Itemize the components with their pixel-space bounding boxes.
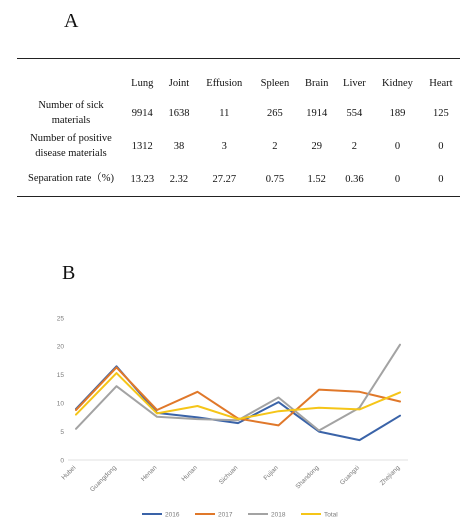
table-cell: 29: [311, 141, 322, 152]
legend-label: 2018: [271, 511, 286, 519]
table-cell: 1638: [168, 108, 190, 119]
legend-label: 2017: [218, 511, 233, 519]
x-tick-label: Guangxi: [338, 464, 361, 487]
table-cell: 9914: [131, 108, 153, 119]
results-table: [17, 58, 460, 197]
table-cell: 0.75: [265, 174, 285, 185]
panel-label-b: B: [62, 262, 76, 284]
y-tick-label: 5: [60, 428, 64, 436]
panel-label-a: A: [64, 10, 79, 32]
table-cell: 554: [346, 108, 363, 119]
table-cell: 3: [221, 141, 227, 152]
table-header-cell: Liver: [343, 77, 366, 89]
x-tick-label: Guangdong: [88, 464, 118, 494]
table-cell: 0: [394, 174, 401, 185]
table-cell: 0: [438, 174, 444, 185]
table-row: [17, 130, 460, 163]
table-cell: 1914: [306, 108, 328, 119]
table-header-row: [17, 59, 460, 98]
table-header-cell: Joint: [168, 77, 190, 89]
y-tick-label: 0: [60, 457, 64, 465]
table-cell: 125: [433, 108, 449, 119]
table-cell: 265: [267, 108, 283, 119]
x-tick-label: Shandong: [294, 464, 321, 491]
table-cell: 0: [438, 141, 444, 152]
table-cell: 189: [389, 108, 406, 119]
table-cell: 1.52: [307, 174, 326, 185]
x-tick-label: Sichuan: [217, 464, 240, 487]
table-row-label: Separation rate（%): [27, 173, 114, 185]
table-header-cell: Lung: [131, 77, 154, 89]
table-header-cell: Spleen: [260, 77, 290, 89]
y-tick-label: 15: [56, 372, 64, 380]
line-chart: [0, 300, 472, 532]
x-tick-label: Hunan: [180, 464, 199, 483]
table-header-cell: Kidney: [381, 77, 413, 89]
table-cell: 0: [394, 141, 401, 152]
y-tick-label: 10: [56, 400, 64, 408]
table-row-label: Number of positive disease materials: [30, 133, 112, 159]
x-tick-label: Henan: [139, 464, 159, 483]
x-tick-label: Fujian: [262, 464, 280, 482]
table-cell: 2: [351, 141, 358, 152]
table-header-cell: Brain: [305, 77, 329, 89]
y-tick-label: 25: [56, 315, 64, 323]
legend-label: Total: [324, 511, 338, 519]
x-tick-label: Hubei: [60, 464, 78, 482]
table-cell: 0.36: [345, 174, 364, 185]
table-row-label: Number of sick materials: [38, 100, 104, 126]
table-cell: 38: [173, 141, 185, 152]
table-cell: 13.23: [130, 174, 155, 185]
table-cell: 27.27: [212, 174, 237, 185]
series-line-2017: [76, 367, 400, 425]
table-header-cell: Heart: [429, 77, 453, 89]
legend-label: 2016: [165, 511, 180, 519]
table-cell: 1312: [131, 141, 153, 152]
table-cell: 2.32: [169, 174, 189, 185]
table-row: [17, 163, 460, 197]
table-cell: 11: [219, 108, 230, 119]
table-header-cell: Effusion: [206, 77, 243, 89]
table-row: [17, 97, 460, 130]
y-tick-label: 20: [56, 343, 64, 351]
table-header-cell: [17, 59, 123, 98]
table-cell: 2: [272, 141, 278, 152]
x-tick-label: Zhejiang: [378, 464, 402, 488]
